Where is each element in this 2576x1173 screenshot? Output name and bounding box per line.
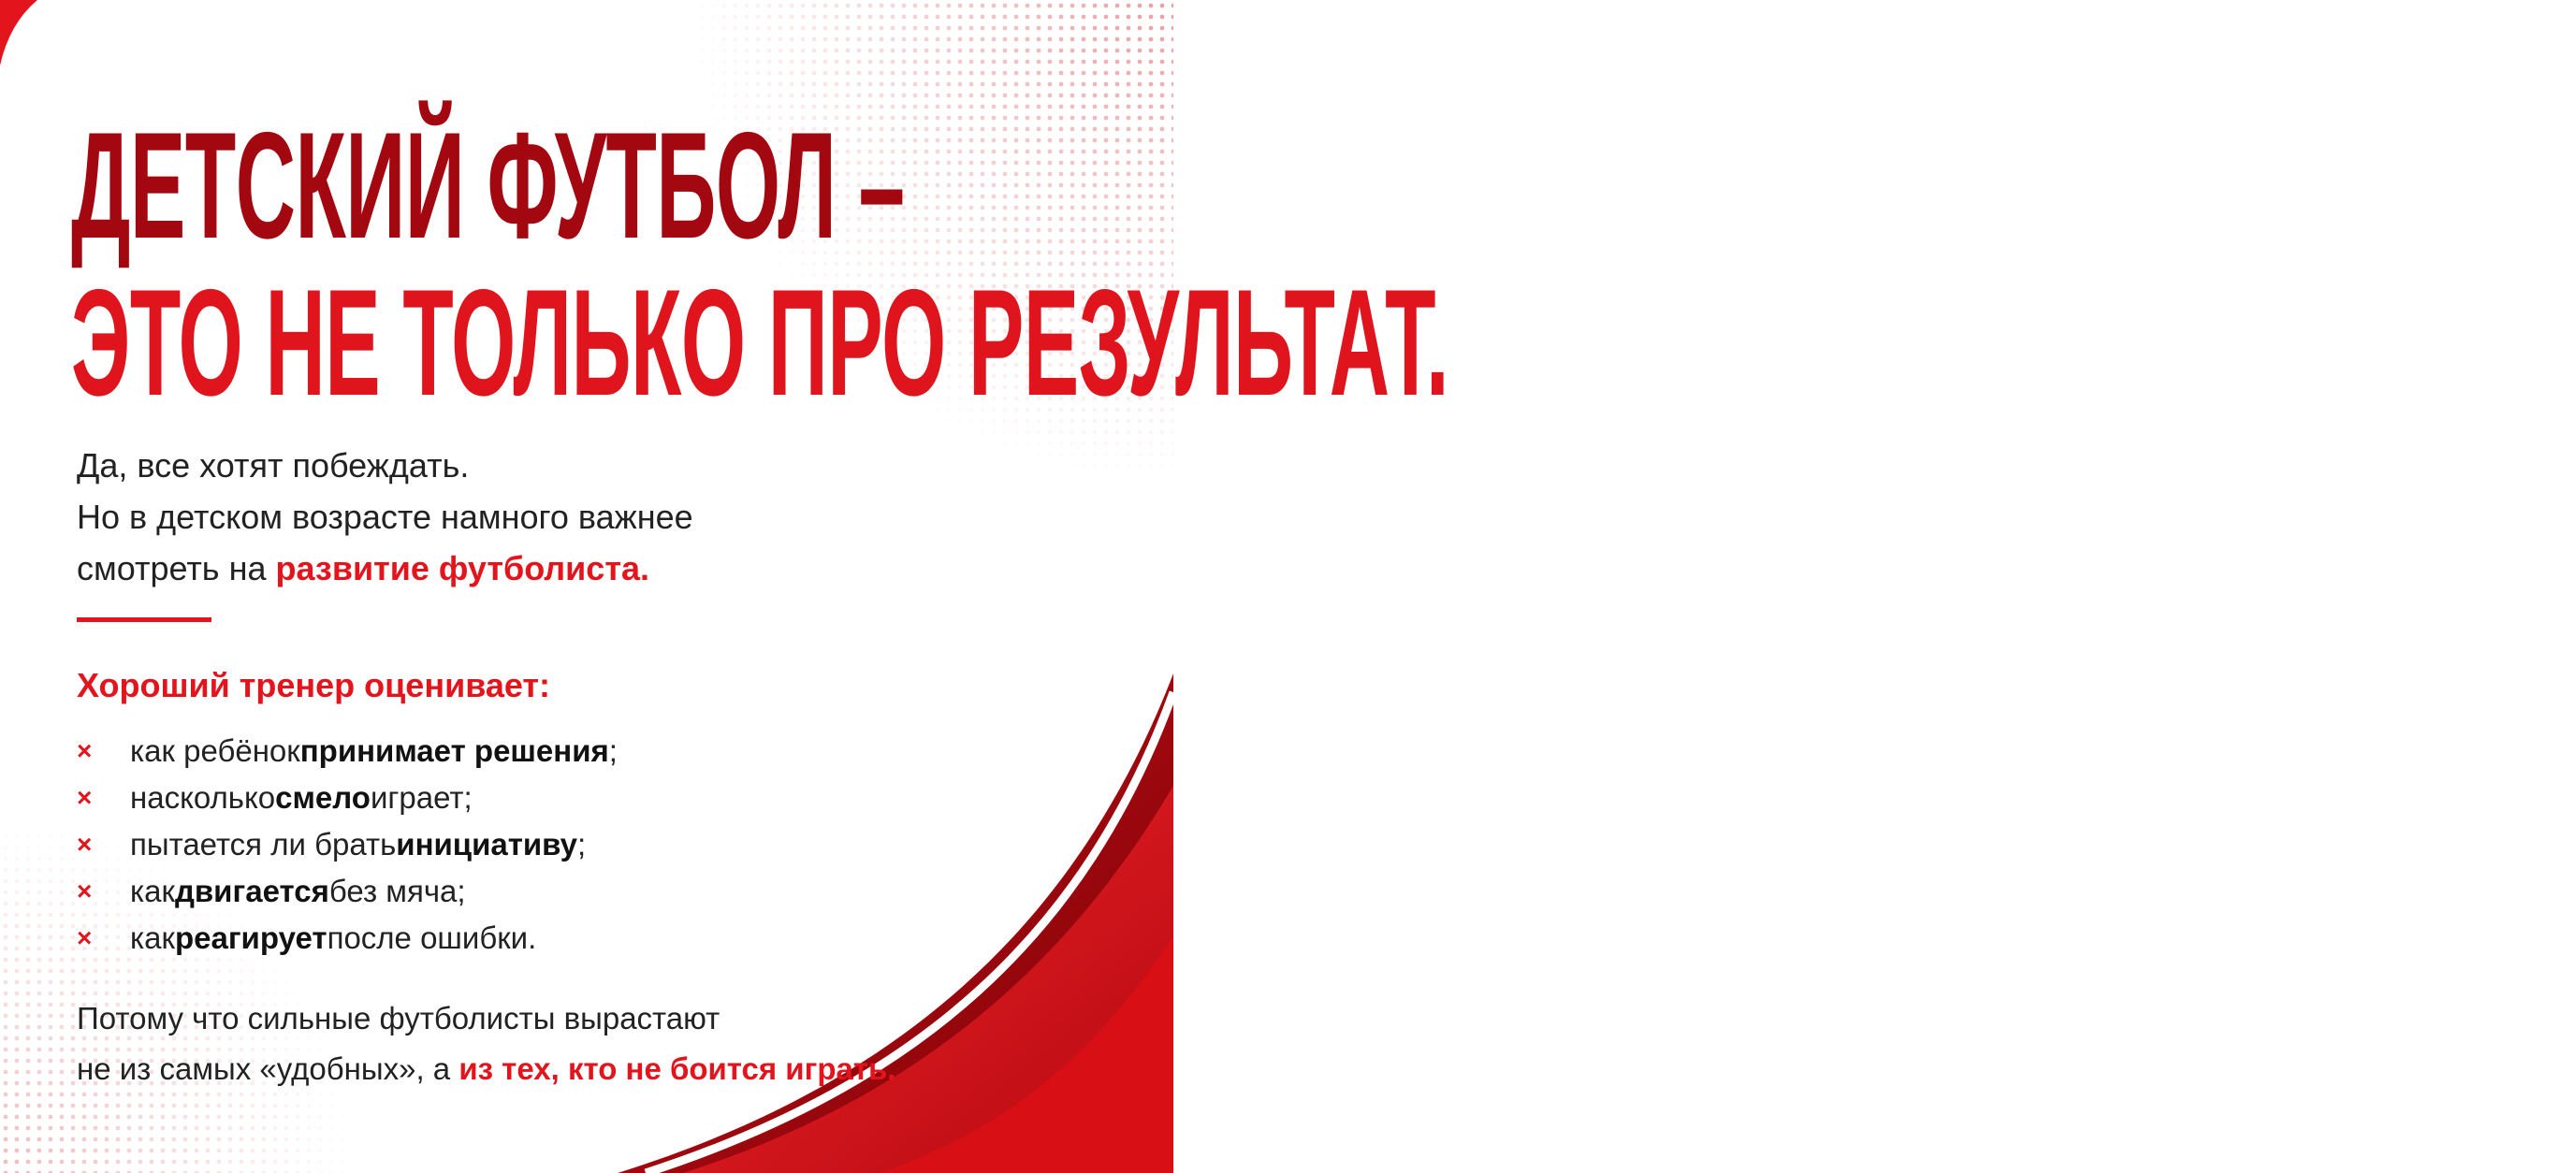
- list-item: [77, 821, 618, 868]
- item-bold-text: принимает решения: [299, 733, 609, 768]
- headline-line-1: ДЕТСКИЙ ФУТБОЛ –: [71, 101, 905, 270]
- closing-line-1: Потому что сильные футболисты вырастают: [77, 1001, 720, 1035]
- item-text-end: ;: [576, 827, 587, 862]
- list-item: [77, 728, 618, 775]
- intro-paragraph: [77, 440, 693, 594]
- item-text: как: [130, 920, 175, 955]
- item-text-end: ;: [608, 733, 618, 768]
- closing-paragraph: [77, 993, 895, 1094]
- closing-accent-text: из тех, кто не боится играть.: [458, 1051, 896, 1086]
- divider-line: [77, 617, 211, 622]
- item-text-end: без мяча;: [328, 874, 466, 908]
- item-text: пытается ли брать: [130, 827, 397, 862]
- cross-icon: ×: [77, 783, 93, 812]
- item-text-end: после ошибки.: [327, 920, 537, 955]
- headline-line-2: ЭТО НЕ ТОЛЬКО ПРО РЕЗУЛЬТАТ.: [71, 258, 1449, 427]
- list-item: [77, 868, 618, 915]
- item-text: как ребёнок: [130, 733, 300, 768]
- cross-icon: ×: [77, 876, 93, 905]
- intro-line-1: Да, все хотят побеждать.: [77, 446, 470, 485]
- item-bold-text: двигается: [174, 874, 329, 908]
- list-item: [77, 915, 618, 962]
- headline: [71, 101, 2576, 427]
- cross-icon: ×: [77, 923, 93, 952]
- intro-line-3: [77, 543, 693, 594]
- criteria-list: [77, 728, 618, 962]
- item-bold-text: инициативу: [396, 827, 577, 862]
- item-text: насколько: [130, 780, 276, 815]
- subheading: Хороший тренер оценивает:: [77, 666, 551, 704]
- cross-icon: ×: [77, 736, 93, 765]
- closing-line-2: [77, 1044, 895, 1094]
- intro-line-3-text: смотреть на: [77, 549, 276, 587]
- intro-line-2: Но в детском возрасте намного важнее: [77, 498, 693, 536]
- item-text: как: [130, 874, 175, 908]
- intro-accent-text: развитие футболиста.: [275, 549, 649, 587]
- item-text-end: играет;: [370, 780, 473, 815]
- item-bold-text: реагирует: [174, 920, 327, 955]
- item-bold-text: смело: [275, 780, 371, 815]
- closing-line-2-text: не из самых «удобных», а: [77, 1051, 459, 1086]
- list-item: [77, 775, 618, 821]
- cross-icon: ×: [77, 830, 93, 859]
